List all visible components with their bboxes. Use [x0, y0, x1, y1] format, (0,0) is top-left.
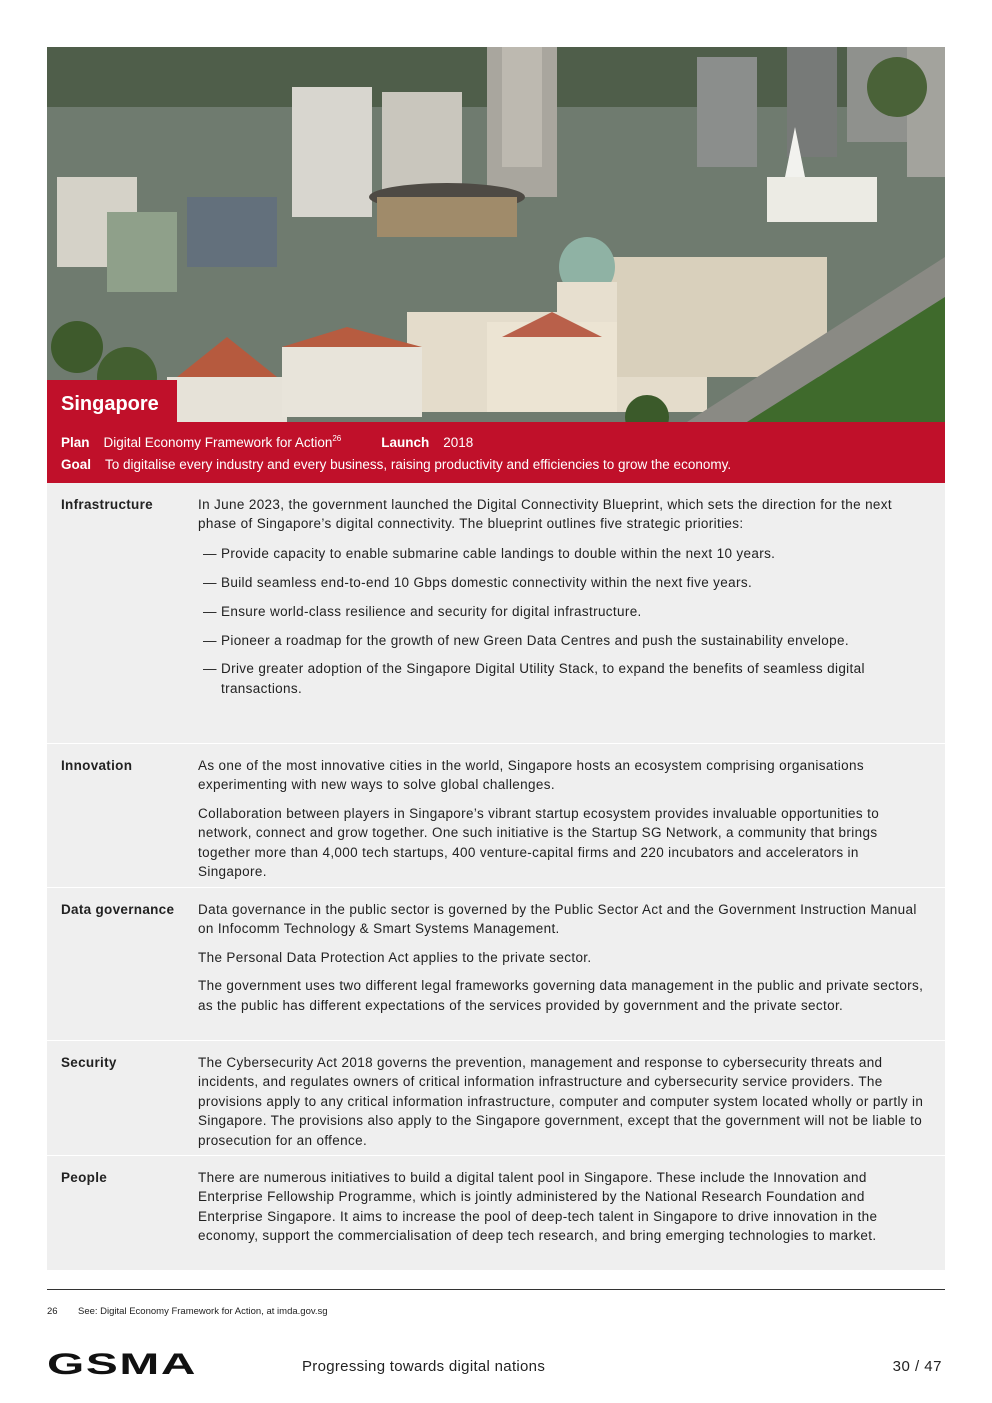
hero-photo: [47, 47, 945, 422]
paragraph: The government uses two different legal frameworks governing data management in the public and private sectors, as the public has different expectations of the services provided by government and the private sector.: [198, 978, 924, 1013]
section-label: Data governance: [61, 902, 175, 917]
plan-summary-band: [47, 422, 945, 483]
launch-label: Launch: [381, 435, 430, 450]
gsma-logo: [47, 1350, 199, 1381]
section-label: Innovation: [61, 758, 133, 773]
section-label: Infrastructure: [61, 497, 153, 512]
section-label: Security: [61, 1055, 117, 1070]
paragraph: There are numerous initiatives to build a digital talent pool in Singapore. These include the Innovation and Enterprise Fellowship Programme, which is jointly administered by the National Research Foundation and Enterprise Singapore. It aims to increase the pool of deep-tech talent in Singapore to drive innovation in the economy, support the commercialisation of deep tech research, and bring emerging technologies to market.: [198, 1170, 878, 1244]
list-item: — Ensure world-class resilience and security for digital infrastructure.: [203, 602, 931, 621]
priority-list: [198, 544, 931, 698]
goal-label: Goal: [61, 457, 92, 472]
plan-row: [61, 434, 473, 450]
plan-value: Digital Economy Framework for Action: [103, 435, 333, 450]
list-item: — Provide capacity to enable submarine cable landings to double within the next 10 years.: [203, 544, 931, 563]
footnote-text[interactable]: See: Digital Economy Framework for Action, at imda.gov.sg: [78, 1306, 328, 1317]
section-security: [47, 1041, 945, 1156]
gsma-logo-icon: [47, 1350, 199, 1376]
dash-icon: —: [203, 545, 217, 561]
paragraph: As one of the most innovative cities in the world, Singapore hosts an ecosystem comprising organisations experimenting with new ways to solve global challenges.: [198, 758, 864, 793]
section-infrastructure: [47, 483, 945, 744]
dash-icon: —: [203, 603, 217, 619]
footnote-number: 26: [47, 1306, 58, 1317]
plan-label: Plan: [61, 435, 90, 450]
section-body: [198, 495, 931, 735]
city-aerial-illustration: [47, 47, 945, 422]
section-body: [198, 1053, 931, 1147]
list-item: — Drive greater adoption of the Singapore Digital Utility Stack, to expand the benefits of seamless digital transactions.: [203, 661, 865, 696]
section-body: [198, 1168, 931, 1262]
dash-icon: —: [203, 661, 217, 677]
paragraph: The Cybersecurity Act 2018 governs the prevention, management and response to cybersecurity threats and incidents, and regulates owners of critical information infrastructure and cybersecurity service providers. The provisions apply to any critical information infrastructure, computer and computer system located wholly or partly in Singapore. The provisions also apply to the Singapore government, except that the government will not be liable to prosecution for an offence.: [198, 1055, 924, 1148]
dash-icon: —: [203, 632, 217, 648]
paragraph: The Personal Data Protection Act applies to the private sector.: [198, 949, 592, 965]
section-body: [198, 756, 931, 879]
section-label: People: [61, 1170, 108, 1185]
logo-text: GSMA: [47, 1350, 197, 1376]
footnote: [47, 1306, 328, 1317]
goal-value: To digitalise every industry and every business, raising productivity and efficiencies to grow the economy.: [105, 457, 732, 472]
plan-footnote-ref[interactable]: 26: [332, 434, 342, 443]
document-title: Progressing towards digital nations: [302, 1358, 546, 1375]
dash-icon: —: [203, 574, 217, 590]
country-title: Singapore: [47, 380, 177, 423]
section-innovation: [47, 744, 945, 888]
section-body: [198, 900, 931, 1032]
launch-value: 2018: [443, 435, 474, 450]
section-people: [47, 1156, 945, 1271]
paragraph: In June 2023, the government launched the Digital Connectivity Blueprint, which sets the direction for the next phase of Singapore’s digital connectivity. The blueprint outlines five strategic priorities:: [198, 497, 892, 532]
paragraph: Collaboration between players in Singapore’s vibrant startup ecosystem provides invaluable opportunities to network, connect and grow together. One such initiative is the Startup SG Network, a community that brings together more than 4,000 tech startups, 400 venture-capital firms and 220 incubators and accelerators in Singapore.: [198, 805, 880, 880]
section-data-governance: [47, 888, 945, 1041]
list-item: — Build seamless end-to-end 10 Gbps domestic connectivity within the next five years.: [203, 573, 931, 592]
country-profile-table: [47, 483, 945, 1271]
goal-row: [61, 457, 731, 472]
footnote-divider: [47, 1289, 945, 1290]
list-item: — Pioneer a roadmap for the growth of new Green Data Centres and push the sustainability envelope.: [203, 631, 931, 650]
paragraph: Data governance in the public sector is governed by the Public Sector Act and the Government Instruction Manual on Infocomm Technology & Smart Systems Management.: [198, 902, 917, 937]
page-number: 30 / 47: [892, 1358, 942, 1375]
